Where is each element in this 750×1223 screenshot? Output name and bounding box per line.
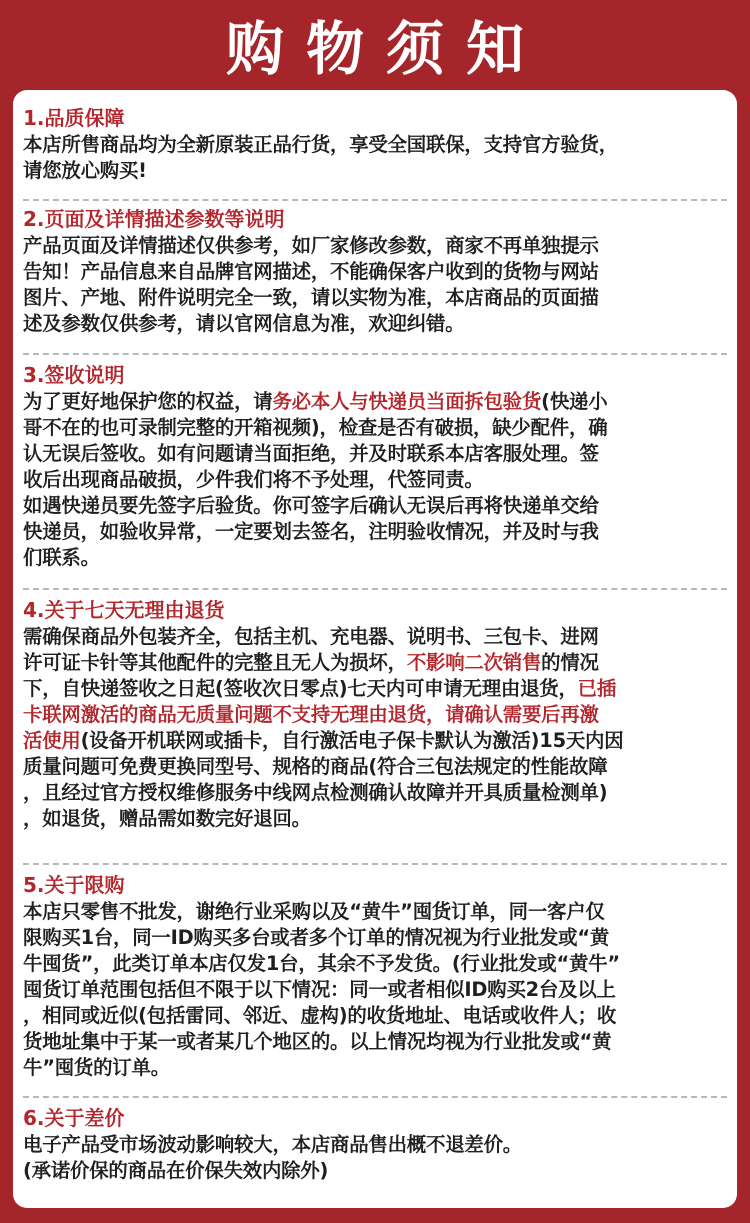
text-line (23, 441, 723, 467)
text-line (23, 259, 723, 285)
text-line (23, 702, 723, 728)
section-purchase-limit (13, 871, 737, 1081)
text-line (23, 1029, 723, 1055)
section-heading: 2.页面及详情描述参数等说明 (23, 207, 285, 231)
highlighted-text: 卡联网激活的商品无质量问题不支持无理由退货，请确认需要后再激 (23, 703, 599, 726)
text-segment: 收后出现商品破损，少件我们将不予处理，代签同责。 (23, 468, 484, 491)
text-segment: 牛囤货”，此类订单本店仅发1台，其余不予发货。(行业批发或“黄牛” (23, 952, 620, 975)
text-line (23, 650, 723, 676)
text-segment: 图片、产地、附件说明完全一致，请以实物为准，本店商品的页面描 (23, 286, 599, 309)
highlighted-text: 活使用 (23, 729, 81, 752)
text-line (23, 1055, 723, 1081)
text-line (23, 728, 723, 754)
text-line (23, 925, 723, 951)
text-segment: 认无误后签收。如有问题请当面拒绝，并及时联系本店客服处理。签 (23, 442, 599, 465)
section-heading: 4.关于七天无理由退货 (23, 598, 225, 622)
text-line (23, 806, 723, 832)
text-line (23, 545, 723, 571)
notice-panel (13, 90, 737, 1208)
divider (23, 863, 727, 865)
text-line (23, 899, 723, 925)
text-segment: (承诺价保的商品在价保失效内除外) (23, 1159, 329, 1182)
text-segment: 货地址集中于某一或者某几个地区的。以上情况均视为行业批发或“黄 (23, 1030, 612, 1053)
text-line (23, 676, 723, 702)
text-line (23, 951, 723, 977)
highlighted-text: 不影响二次销售 (406, 651, 542, 674)
text-line (23, 1132, 723, 1158)
page-title: 购物须知 (225, 15, 546, 83)
text-segment: 的情况 (541, 651, 599, 674)
section-heading: 5.关于限购 (23, 873, 125, 897)
divider (23, 353, 727, 355)
divider (23, 588, 727, 590)
text-segment: 本店只零售不批发，谢绝行业采购以及“黄牛”囤货订单，同一客户仅 (23, 900, 605, 923)
text-segment: 下，自快递签收之日起(签收次日零点)七天内可申请无理由退货， (23, 677, 578, 700)
text-line (23, 493, 723, 519)
section-signing (13, 361, 737, 571)
text-segment: (快递小 (541, 390, 608, 413)
highlighted-text: 务必本人与快递员当面拆包验货 (272, 390, 542, 413)
text-line (23, 415, 723, 441)
text-line (23, 1003, 723, 1029)
text-line (23, 132, 723, 158)
text-line (23, 780, 723, 806)
text-line (23, 233, 723, 259)
text-line (23, 158, 723, 184)
text-segment: 质量问题可免费更换同型号、规格的商品(符合三包法规定的性能故障 (23, 755, 608, 778)
divider (23, 1096, 727, 1098)
highlighted-text: 已插 (577, 677, 617, 700)
text-line (23, 977, 723, 1003)
text-line (23, 467, 723, 493)
text-segment: 产品页面及详情描述仅供参考，如厂家修改参数，商家不再单独提示 (23, 234, 599, 257)
text-segment: 请您放心购买! (23, 159, 147, 182)
section-price-difference (13, 1104, 737, 1184)
text-line (23, 624, 723, 650)
text-segment: 限购买1台，同一ID购买多台或者多个订单的情况视为行业批发或“黄 (23, 926, 610, 949)
text-segment: 许可证卡针等其他配件的完整且无人为损坏， (23, 651, 407, 674)
text-line (23, 1158, 723, 1184)
text-segment: 为了更好地保护您的权益，请 (23, 390, 273, 413)
text-line (23, 389, 723, 415)
text-segment: ，相同或近似(包括雷同、邻近、虚构)的收货地址、电话或收件人；收 (23, 1004, 617, 1027)
text-segment: 如遇快递员要先签字后验货。你可签字后确认无误后再将快递单交给 (23, 494, 599, 517)
section-quality (13, 104, 737, 184)
text-segment: 电子产品受市场波动影响较大，本店商品售出概不退差价。 (23, 1133, 522, 1156)
divider (23, 199, 727, 201)
text-segment: 本店所售商品均为全新原装正品行货，享受全国联保，支持官方验货， (23, 133, 618, 156)
text-segment: 需确保商品外包装齐全，包括主机、充电器、说明书、三包卡、进网 (23, 625, 599, 648)
text-segment: 们联系。 (23, 546, 100, 569)
text-segment: 述及参数仅供参考，请以官网信息为准，欢迎纠错。 (23, 312, 465, 335)
text-segment: 牛”囤货的订单。 (23, 1056, 170, 1079)
text-line (23, 285, 723, 311)
section-page-description (13, 205, 737, 337)
text-line (23, 754, 723, 780)
section-seven-day-return (13, 596, 737, 832)
text-segment: 快递员，如验收异常，一定要划去签名，注明验收情况，并及时与我 (23, 520, 599, 543)
text-segment: ，如退货，赠品需如数完好退回。 (23, 807, 311, 830)
section-heading: 1.品质保障 (23, 106, 125, 130)
text-line (23, 311, 723, 337)
text-segment: 哥不在的也可录制完整的开箱视频)，检查是否有破损，缺少配件，确 (23, 416, 608, 439)
text-segment: ，且经过官方授权维修服务中线网点检测确认故障并开具质量检测单) (23, 781, 608, 804)
text-segment: 囤货订单范围包括但不限于以下情况：同一或者相似ID购买2台及以上 (23, 978, 616, 1001)
text-line (23, 519, 723, 545)
text-segment: (设备开机联网或插卡，自行激活电子保卡默认为激活)15天内因 (80, 729, 624, 752)
section-heading: 3.签收说明 (23, 363, 125, 387)
text-segment: 告知！产品信息来自品牌官网描述，不能确保客户收到的货物与网站 (23, 260, 599, 283)
section-heading: 6.关于差价 (23, 1106, 125, 1130)
